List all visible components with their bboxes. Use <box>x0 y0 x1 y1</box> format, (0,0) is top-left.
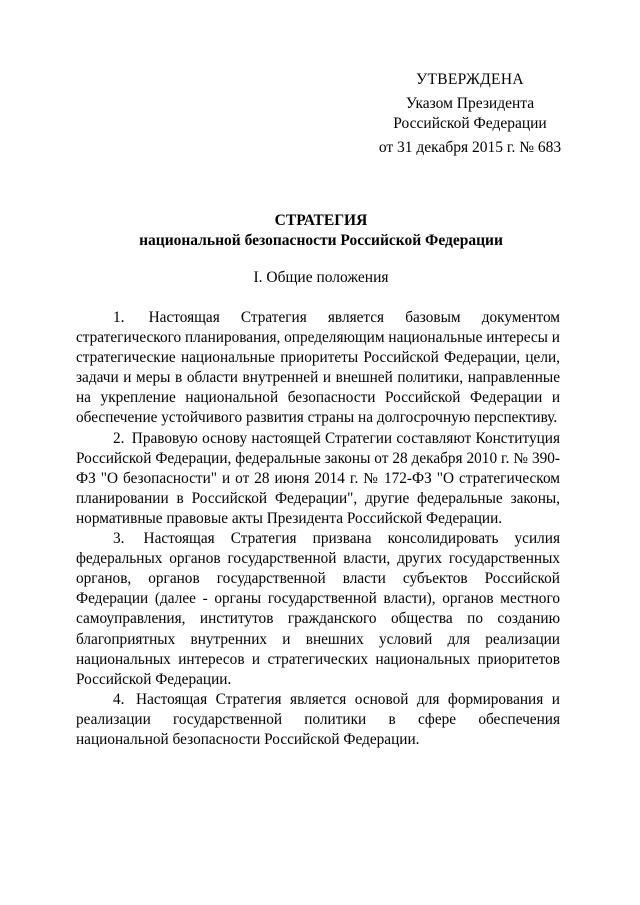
paragraph-3 <box>76 529 560 690</box>
paragraph-2 <box>76 429 560 529</box>
paragraph-number: 1. <box>113 309 125 326</box>
section-heading: I. Общие положения <box>253 269 389 286</box>
paragraph-text: Настоящая Стратегия является основой для формирования и реализации государственной политики в сфере обеспечения национальной безопасности Российской Федерации. <box>76 690 560 748</box>
document-title-line-1: СТРАТЕГИЯ <box>274 212 368 229</box>
paragraph-1 <box>76 308 560 429</box>
approval-line-2: Российской Федерации <box>393 115 547 132</box>
paragraph-number: 3. <box>113 530 125 548</box>
paragraph-number: 2. <box>113 429 125 447</box>
paragraph-number: 4. <box>113 690 125 708</box>
approval-block <box>360 70 580 158</box>
approval-heading: УТВЕРЖДЕНА <box>416 71 524 88</box>
paragraph-text: Настоящая Стратегия является базовым документом стратегического планирования, определяющим национальные интересы и стратегические национальные приоритеты Российской Федерации, цели, задачи и меры в области внутренней и внешней политики, направленные на укрепление национальной безопасности Российской Федерации и обеспечение устойчивого развития страны на долгосрочную перспективу. <box>76 309 560 427</box>
approval-line-3: от 31 декабря 2015 г. № 683 <box>378 138 562 156</box>
document-title-line-2: национальной безопасности Российской Федерации <box>139 232 503 249</box>
paragraph-text: Правовую основу настоящей Стратегии составляют Конституция Российской Федерации, федеральные законы от 28 декабря 2010 г. № 390-ФЗ "О безопасности" и от 28 июня 2014 г. № 172-ФЗ "О стратегическом планировании в Российской Федерации", другие федеральные законы, нормативные правовые акты Президента Российской Федерации. <box>76 429 561 527</box>
document-title <box>76 211 566 251</box>
paragraph-text: Настоящая Стратегия призвана консолидировать усилия федеральных органов государственной власти, других государственных органов, органов государственной власти субъектов Российской Федерации (далее - органы государственной власти), органов местного самоуправления, институтов гражданского общества по созданию благоприятных внутренних и внешних условий для реализации национальных интересов и стратегических национальных приоритетов Российской Федерации. <box>76 530 560 688</box>
paragraph-4 <box>76 690 560 750</box>
document-body <box>76 308 560 750</box>
approval-line-1: Указом Президента <box>405 94 535 112</box>
